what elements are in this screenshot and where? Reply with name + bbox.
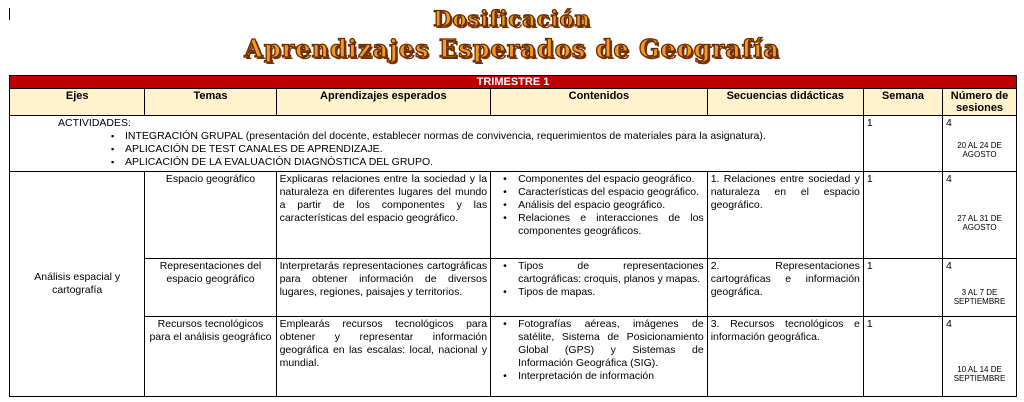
date-range: 10 AL 14 DE SEPTIEMBRE: [953, 365, 1006, 383]
header-secuencias: Secuencias didácticas: [707, 89, 863, 116]
header-temas: Temas: [145, 89, 276, 116]
semana-cell: 1: [863, 116, 942, 172]
contenido-item: • Tipos de representaciones cartográficas: croquis, planos y mapas.: [518, 260, 704, 286]
header-semana: Semana: [863, 89, 942, 116]
header-contenidos: Contenidos: [491, 89, 708, 116]
contenido-item: • Características del espacio geográfico.: [518, 186, 704, 199]
aprendizaje-cell: Explicaras relaciones entre la sociedad y la naturaleza en diferentes lugares del mundo a partir de los componentes y las características del espacio geográfico.: [276, 172, 491, 259]
sesiones-value: 4: [946, 318, 952, 330]
sesiones-value: 4: [946, 117, 952, 129]
aprendizaje-cell: Interpretarás representaciones cartográficas para obtener información de diversos lugares, regiones, paisajes y territorios.: [276, 259, 491, 317]
header-ejes: Ejes: [10, 89, 145, 116]
activity-item: ▪ INTEGRACIÓN GRUPAL (presentación del docente, establecer normas de convivencia, requerimientos de materiales para la asignatura).: [125, 130, 860, 143]
table-row: [10, 259, 1017, 317]
contenido-item: • Análisis del espacio geográfico.: [518, 199, 704, 212]
date-range: 3 AL 7 DE SEPTIEMBRE: [953, 288, 1006, 306]
header-sesiones: Número de sesiones: [943, 89, 1017, 116]
dosificacion-table: [9, 75, 1017, 397]
contenidos-cell: [491, 172, 708, 259]
date-range: 20 AL 24 DE AGOSTO: [957, 141, 1002, 159]
secuencia-cell: 2. Representaciones cartográficas e información geográfica.: [707, 259, 863, 317]
sesiones-cell: [943, 172, 1017, 259]
page-title: Dosificación: [433, 6, 591, 31]
contenidos-cell: [491, 317, 708, 397]
contenido-item: • Relaciones e interacciones de los componentes geográficos.: [518, 212, 704, 238]
sesiones-cell: [943, 317, 1017, 397]
semana-cell: 1: [863, 172, 942, 259]
table-row: [10, 172, 1017, 259]
contenidos-cell: [491, 259, 708, 317]
tema-cell: Espacio geográfico: [145, 172, 276, 259]
tema-cell: Recursos tecnológicos para el análisis geográfico: [145, 317, 276, 397]
secuencia-cell: 1. Relaciones entre sociedad y naturaleza en el espacio geográfico.: [707, 172, 863, 259]
contenido-item: • Interpretación de información: [518, 370, 704, 383]
aprendizaje-cell: Emplearás recursos tecnológicos para obtener y representar información geográfica en las escalas: local, nacional y mundial.: [276, 317, 491, 397]
contenido-item: • Tipos de mapas.: [518, 286, 704, 299]
activities-title: ACTIVIDADES:: [58, 117, 131, 129]
tema-cell: Representaciones del espacio geográfico: [145, 259, 276, 317]
semana-cell: 1: [863, 259, 942, 317]
secuencia-cell: 3. Recursos tecnológicos e información geográfica.: [707, 317, 863, 397]
contenido-item: • Componentes del espacio geográfico.: [518, 173, 704, 186]
date-range: 27 AL 31 DE AGOSTO: [957, 214, 1002, 232]
eje-cell: Análisis espacial y cartografía: [10, 172, 145, 397]
sesiones-value: 4: [946, 173, 952, 185]
sesiones-cell: [943, 259, 1017, 317]
activity-item: ▪ APLICACIÓN DE LA EVALUACIÓN DIAGNÓSTICA DEL GRUPO.: [125, 156, 860, 169]
trimester-header: TRIMESTRE 1: [10, 76, 1017, 89]
activity-item: ▪ APLICACIÓN DE TEST CANALES DE APRENDIZAJE.: [125, 143, 860, 156]
table-row: [10, 317, 1017, 397]
header-aprendizajes: Aprendizajes esperados: [276, 89, 491, 116]
sesiones-value: 4: [946, 260, 952, 272]
activities-cell: [10, 116, 864, 172]
page-subtitle: Aprendizajes Esperados de Geografía: [244, 34, 780, 63]
activities-row: [10, 116, 1017, 172]
sesiones-cell: [943, 116, 1017, 172]
activities-list: [13, 130, 860, 169]
semana-cell: 1: [863, 317, 942, 397]
contenido-item: • Fotografías aéreas, imágenes de satélite, Sistema de Posicionamiento Global (GPS) y Sistemas de Información Geográfica (SIG).: [518, 318, 704, 370]
